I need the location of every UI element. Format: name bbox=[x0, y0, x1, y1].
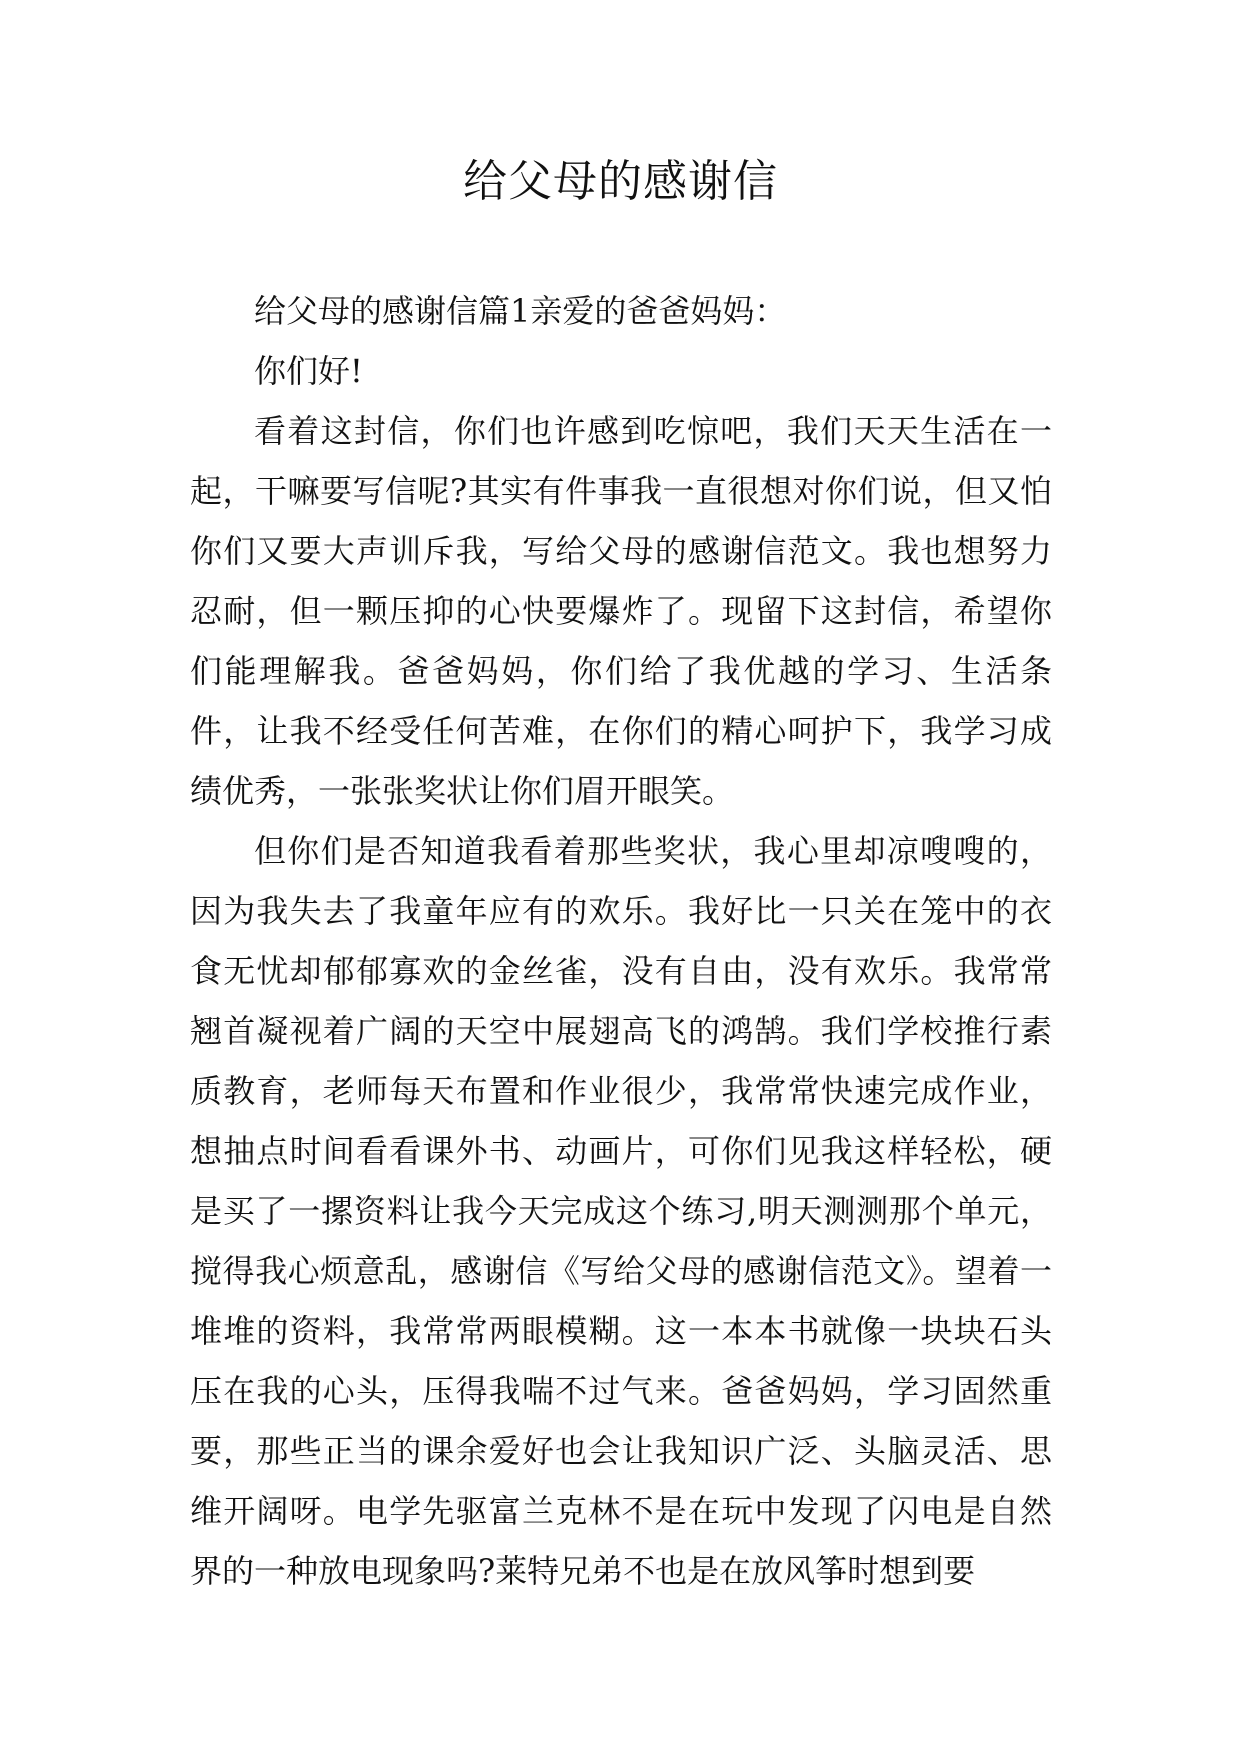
paragraph-hello: 你们好! bbox=[254, 352, 363, 390]
document-body bbox=[190, 281, 1052, 1601]
paragraph-greeting: 给父母的感谢信篇1亲爱的爸爸妈妈： bbox=[254, 292, 787, 330]
document-title: 给父母的感谢信 bbox=[463, 156, 778, 207]
paragraph-body-2: 但你们是否知道我看着那些奖状，我心里却凉嗖嗖的，因为我失去了我童年应有的欢乐。我好比一只关在笼中的衣食无忧却郁郁寡欢的金丝雀，没有自由，没有欢乐。我常常翘首凝视着广阔的天空中展翅高飞的鸿鹄。我们学校推行素质教育，老师每天布置和作业很少，我常常快速完成作业，想抽点时间看看课外书、动画片，可你们见我这样轻松，硬是买了一摞资料让我今天完成这个练习,明天测测那个单元，搅得我心烦意乱，感谢信《写给父母的感谢信范文》。望着一堆堆的资料，我常常两眼模糊。这一本本书就像一块块石头压在我的心头，压得我喘不过气来。爸爸妈妈，学习固然重要，那些正当的课余爱好也会让我知识广泛、头脑灵活、思维开阔呀。电学先驱富兰克林不是在玩中发现了闪电是自然界的一种放电现象吗?莱特兄弟不也是在放风筝时想到要 bbox=[190, 832, 1052, 1590]
paragraph-body-1: 看着这封信，你们也许感到吃惊吧，我们天天生活在一起，干嘛要写信呢?其实有件事我一直很想对你们说，但又怕你们又要大声训斥我，写给父母的感谢信范文。我也想努力忍耐，但一颗压抑的心快要爆炸了。现留下这封信，希望你们能理解我。爸爸妈妈，你们给了我优越的学习、生活条件，让我不经受任何苦难，在你们的精心呵护下，我学习成绩优秀，一张张奖状让你们眉开眼笑。 bbox=[190, 412, 1052, 810]
